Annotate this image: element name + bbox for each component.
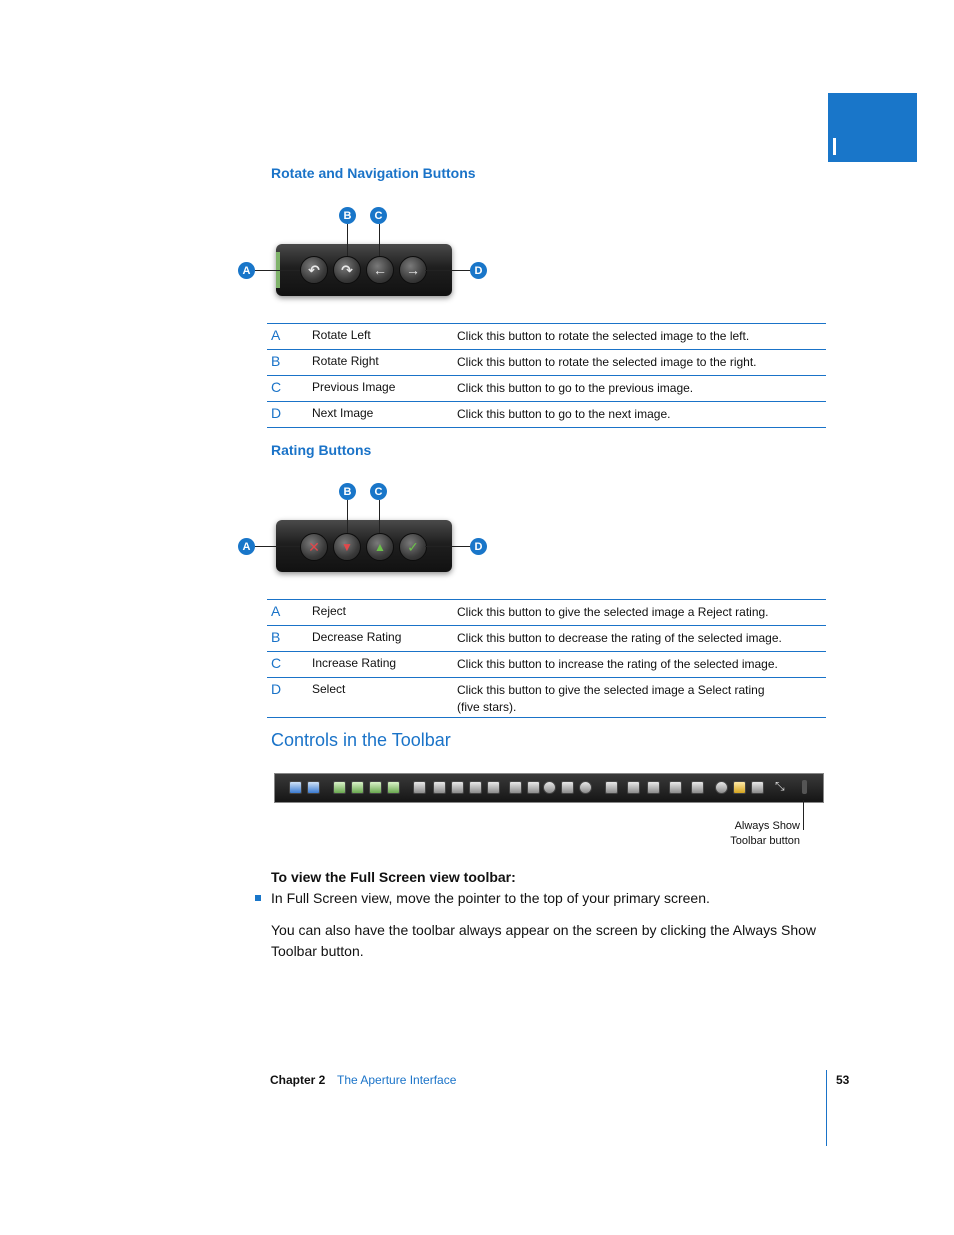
row-letter: B [271, 353, 281, 369]
table-row [267, 626, 826, 652]
body-paragraph: You can also have the toolbar always appear on the screen by clicking the Always Show Toolbar button. [271, 922, 817, 959]
row-name: Next Image [312, 406, 374, 420]
callout-badge-a: A [238, 538, 255, 555]
footer-rule [826, 1070, 827, 1146]
callout-badge-a: A [238, 262, 255, 279]
row-letter: A [271, 603, 281, 619]
retouch-tool-icon [561, 781, 574, 794]
row-name: Previous Image [312, 380, 396, 394]
row-name: Reject [312, 604, 347, 618]
rotate-left-tool-icon [433, 781, 446, 794]
select-check-icon: ✓ [399, 533, 427, 561]
row-desc: Click this button to rotate the selected image to the right. [457, 355, 757, 369]
quick-preview-icon [647, 781, 660, 794]
decrease-rating-icon: ▼ [333, 533, 361, 561]
row-desc: Click this button to go to the previous image. [457, 381, 694, 395]
patch-tool-icon [579, 781, 592, 794]
row-name: Select [312, 682, 346, 696]
viewer-icon [307, 781, 320, 794]
row-letter: D [271, 405, 282, 421]
new-project-icon [333, 781, 346, 794]
reject-icon: ✕ [300, 533, 328, 561]
lift-tool-icon [469, 781, 482, 794]
loupe-icon [669, 781, 682, 794]
row-letter: C [271, 379, 282, 395]
always-show-callout-line [803, 800, 804, 830]
exit-fullscreen-icon: ⤡ [775, 779, 785, 793]
row-name: Decrease Rating [312, 630, 402, 644]
row-letter: C [271, 655, 282, 671]
table-row [267, 376, 826, 402]
table-row [267, 600, 826, 626]
footer-chapter-title: The Aperture Interface [337, 1073, 457, 1087]
row-desc: Click this button to give the selected image a Reject rating. [457, 605, 769, 619]
row-name: Increase Rating [312, 656, 397, 670]
callout-badge-d: D [470, 538, 487, 555]
row-desc: Click this button to increase the rating of the selected image. [457, 657, 778, 671]
red-eye-tool-icon [543, 781, 556, 794]
row-desc: Click this button to go to the next image. [457, 407, 671, 421]
page-number: 53 [836, 1073, 850, 1087]
row-desc: Click this button to give the selected image a Select rating (five stars). [457, 683, 765, 714]
table-row [267, 678, 826, 718]
always-show-toolbar-icon[interactable] [802, 780, 807, 794]
table-row [267, 652, 826, 678]
row-desc: Click this button to rotate the selected image to the left. [457, 329, 750, 343]
callout-badge-b: B [339, 483, 356, 500]
caption-line-1: Always Show [734, 820, 800, 832]
stack-mode-icon [627, 781, 640, 794]
row-letter: B [271, 629, 281, 645]
filmstrip-icon [691, 781, 704, 794]
table-row [267, 402, 826, 428]
metadata-hud-icon [733, 781, 746, 794]
callout-badge-c: C [370, 207, 387, 224]
next-image-icon: → [399, 256, 427, 284]
chapter-tab-mark [833, 138, 836, 155]
previous-image-icon: ← [366, 256, 394, 284]
chapter-tab [828, 93, 917, 162]
rotate-right-tool-icon [451, 781, 464, 794]
row-desc: Click this button to decrease the rating of the selected image. [457, 631, 782, 645]
fullscreen-toolbar-image [274, 773, 824, 803]
callout-line-c [379, 224, 380, 256]
row-name: Rotate Right [312, 354, 379, 368]
rotate-table [267, 323, 826, 428]
new-album-icon [351, 781, 364, 794]
selection-tool-icon [413, 781, 426, 794]
callout-badge-d: D [470, 262, 487, 279]
rotate-section-heading: Rotate and Navigation Buttons [271, 165, 476, 181]
new-smart-album-icon [369, 781, 382, 794]
callout-line-c [379, 500, 380, 533]
table-row [267, 350, 826, 376]
task-heading: To view the Full Screen view toolbar: [271, 869, 516, 885]
rating-table [267, 599, 826, 718]
toolbar-section-heading: Controls in the Toolbar [271, 730, 451, 750]
callout-line-b [347, 500, 348, 533]
callout-line-b [347, 224, 348, 256]
callout-line-d [425, 270, 471, 271]
callout-line-a [255, 270, 300, 271]
footer-chapter: Chapter 2 [270, 1073, 326, 1087]
row-letter: D [271, 681, 282, 697]
caption-line-2: Toolbar button [730, 835, 800, 847]
stamp-tool-icon [487, 781, 500, 794]
callout-badge-c: C [370, 483, 387, 500]
callout-badge-b: B [339, 207, 356, 224]
always-show-toolbar-caption [700, 819, 800, 849]
row-name: Rotate Left [312, 328, 371, 342]
browser-icon [289, 781, 302, 794]
new-light-table-icon [387, 781, 400, 794]
info-icon [751, 781, 764, 794]
bullet-icon [255, 895, 261, 901]
primary-only-icon [605, 781, 618, 794]
row-letter: A [271, 327, 281, 343]
straighten-tool-icon [509, 781, 522, 794]
callout-line-a [255, 546, 300, 547]
rotate-right-icon: ↷ [333, 256, 361, 284]
increase-rating-icon: ▲ [366, 533, 394, 561]
adjustments-hud-icon [715, 781, 728, 794]
callout-line-d [425, 546, 471, 547]
rotate-left-icon: ↶ [300, 256, 328, 284]
bullet-text: In Full Screen view, move the pointer to the top of your primary screen. [271, 890, 710, 906]
crop-tool-icon [527, 781, 540, 794]
rating-section-heading: Rating Buttons [271, 442, 372, 458]
table-row [267, 324, 826, 350]
